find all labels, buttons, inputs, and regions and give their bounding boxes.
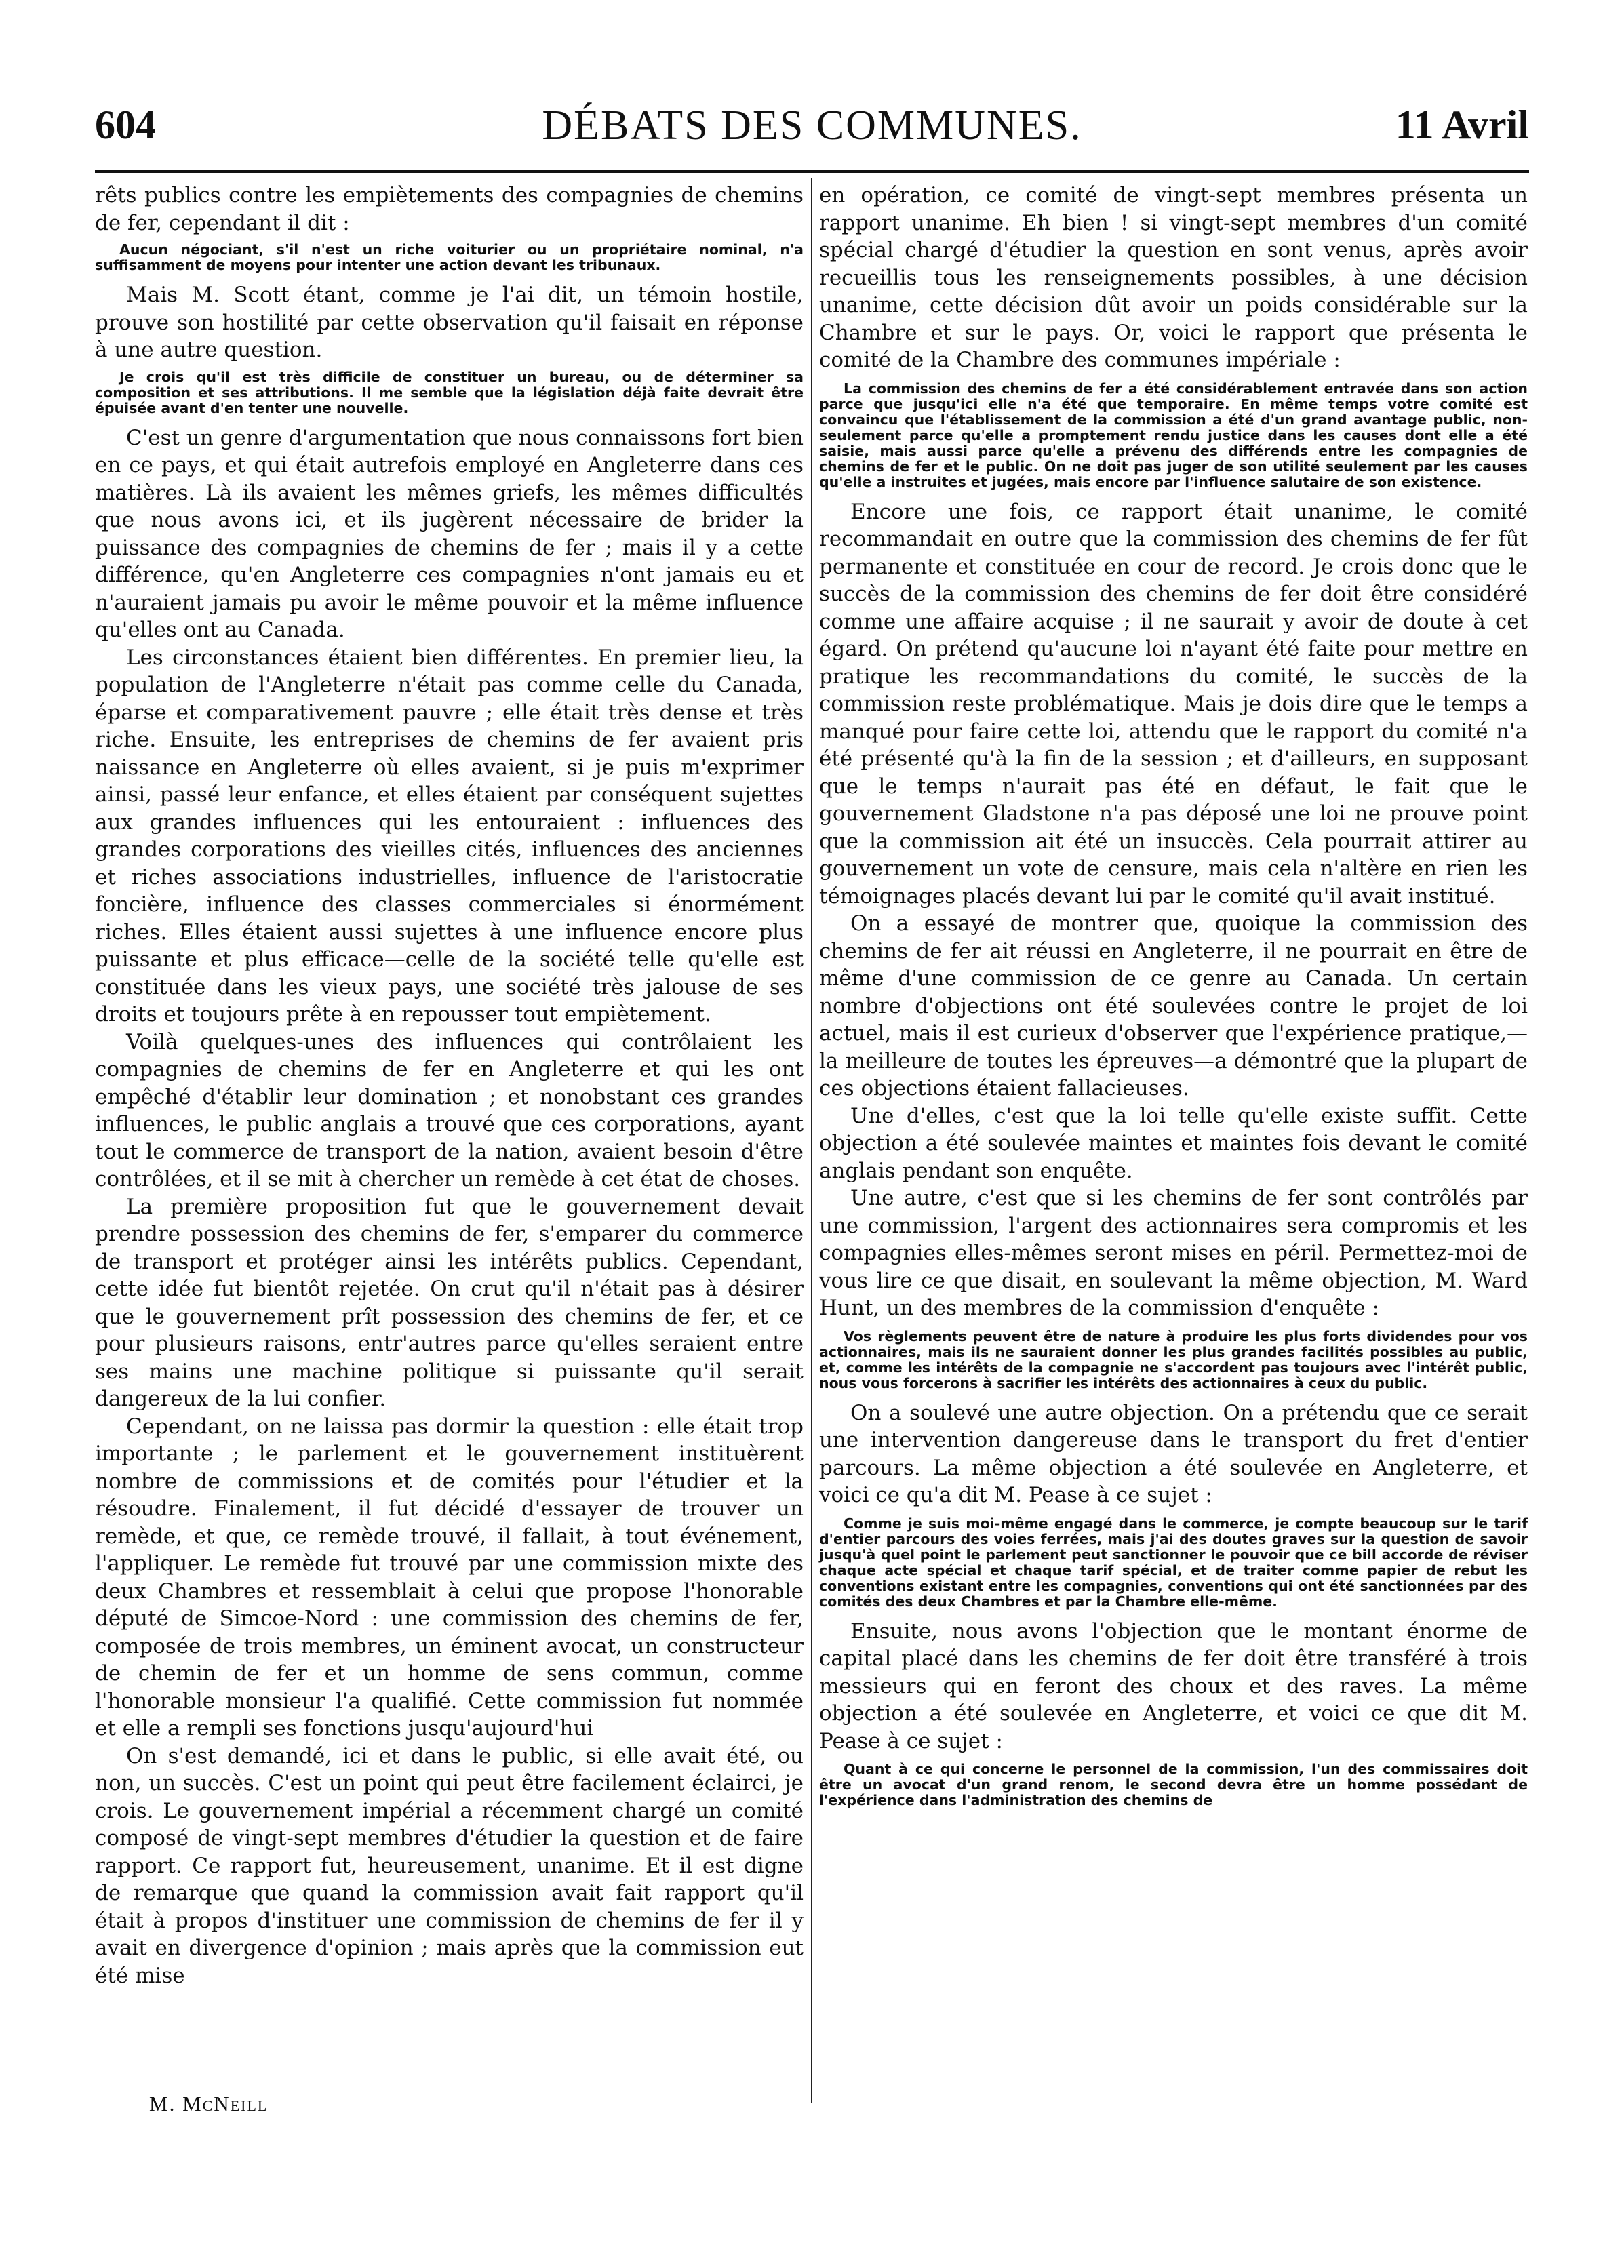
text-paragraph: On s'est demandé, ici et dans le public, si elle avait été, ou non, un succès. C'est un point qui peut être facilement éclairci, je crois. Le gouvernement impérial a récemment chargé un comité composé de vingt-sept membres d'étudier la question et de faire rapport. Ce rapport fut, heureusement, unanime. Et il est digne de remarque que quand la commission avait fait rapport qu'il était à propos d'instituer une commission de chemins de fer il y avait en divergence d'opinion ; mais après que la commission eut été mise (95, 1743, 804, 1988)
text-paragraph: en opération, ce comité de vingt-sept membres présenta un rapport unanime. Eh bien ! si vingt-sept membres d'un comité spécial chargé d'étudier la question en sont venus, après avoir recueillis tous les renseignements possibles, à une décision unanime, cette décision dût avoir un poids considérable sur la Chambre et sur le pays. Or, voici le rapport que présenta le comité de la Chambre des communes impériale : (819, 183, 1528, 372)
page-header (95, 102, 1529, 156)
quotation-paragraph: Comme je suis moi-même engagé dans le commerce, je compte beaucoup sur le tarif d'entier parcours des voies ferrées, mais j'ai des doutes graves sur la question de savoir jusqu'à quel point le parlement peut sanctionner le pouvoir que ce bill accorde de réviser chaque acte spécial et chaque tarif spécial, et de traiter comme papier de rebut les conventions existant entre les compagnies, conventions qui ont été sanctionnées par des comités des deux Chambres et par la Chambre elle-même. (819, 1515, 1528, 1610)
text-paragraph: C'est un genre d'argumentation que nous connaissons fort bien en ce pays, et qui était autrefois employé en Angleterre dans ces matières. Là ils avaient les mêmes griefs, les mêmes difficultés que nous avons ici, et ils jugèrent nécessaire de brider la puissance des compagnies de chemins de fer ; mais il y a cette différence, qu'en Angleterre ces compagnies n'ont jamais eu et n'auraient jamais pu avoir le même pouvoir et la même influence qu'elles ont au Canada. (95, 425, 804, 642)
page-date: 11 Avril (1395, 102, 1529, 147)
text-paragraph: La première proposition fut que le gouvernement devait prendre possession des chemins de fer, s'emparer du commerce de transport et protéger ainsi les intérêts publics. Cependant, cette idée fut bientôt rejetée. On crut qu'il n'était pas à désirer que le gouvernement prît possession des chemins de fer, et ce pour plusieurs raisons, entr'autres parce qu'elles seraient entre ses mains une machine politique si puissante qu'il serait dangereux de la lui confier. (95, 1194, 804, 1411)
quotation-paragraph: Vos règlements peuvent être de nature à produire les plus forts dividendes pour vos actionnaires, mais ils ne sauraient donner les plus grandes facilités possibles au public, et, comme les intérêts de la compagnie ne s'accordent pas toujours avec l'intérêt public, nous vous forcerons à sacrifier les intérêts des actionnaires à ceux du public. (819, 1328, 1528, 1391)
speaker-signature: M. McNeill (149, 2092, 269, 2115)
text-paragraph: Encore une fois, ce rapport était unanime, le comité recommandait en outre que la commission des chemins de fer fût permanente et constituée en cour de record. Je crois donc que le succès de la commission des chemins de fer doit être considéré comme une affaire acquise ; il ne saurait y avoir de doute à cet égard. On prétend qu'aucune loi n'ayant été faite pour mettre en pratique les recommandations du comité, le succès de la commission reste problématique. Mais je dois dire que le temps a manqué pour faire cette loi, attendu que le rapport du comité n'a été présenté qu'à la fin de la session ; et d'ailleurs, en supposant que le temps n'aurait pas été en défaut, le fait que le gouvernement Gladstone n'a pas déposé une loi ne prouve point que la commission ait été un insuccès. Cela pourrait attirer au gouvernement un vote de censure, mais cela n'altère en rien les témoignages placés devant lui par le comité qu'il avait institué. (819, 499, 1528, 909)
text-paragraph: On a essayé de montrer que, quoique la commission des chemins de fer ait réussi en Angleterre, il ne pourrait en être de même d'une commission de ce genre au Canada. Un certain nombre d'objections ont été soulevées contre le projet de loi actuel, mais il est curieux d'observer que l'expérience pratique,—la meilleure de toutes les épreuves—a démontré que la plupart de ces objections étaient fallacieuses. (819, 911, 1528, 1100)
header-rule (95, 170, 1529, 173)
left-column (95, 182, 804, 1989)
text-paragraph: rêts publics contre les empiètements des compagnies de chemins de fer, cependant il dit : (95, 183, 804, 235)
text-paragraph: On a soulevé une autre objection. On a prétendu que ce serait une intervention dangereuse dans le transport du fret d'entier parcours. La même objection a été soulevée en Angleterre, et voici ce qu'a dit M. Pease à ce sujet : (819, 1400, 1528, 1507)
text-paragraph: Cependant, on ne laissa pas dormir la question : elle était trop importante ; le parlement et le gouvernement instituèrent nombre de commissions et de comités pour l'étudier et la résoudre. Finalement, il fut décidé d'essayer de trouver un remède, et que, ce remède trouvé, il fallait, à tout événement, l'appliquer. Le remède fut trouvé par une commission mixte des deux Chambres et ressemblait à celui que propose l'honorable député de Simcoe-Nord : une commission des chemins de fer, composée de trois membres, un éminent avocat, un constructeur de chemin de fer et un homme de sens commun, comme l'honorable monsieur l'a qualifié. Cette commission fut nommée et elle a rempli ses fonctions jusqu'aujourd'hui (95, 1414, 804, 1740)
page-number: 604 (95, 102, 156, 147)
text-paragraph: Une d'elles, c'est que la loi telle qu'elle existe suffit. Cette objection a été soulevée maintes et maintes fois devant le comité anglais pendant son enquête. (819, 1103, 1528, 1183)
text-paragraph: Les circonstances étaient bien différentes. En premier lieu, la population de l'Angleterre n'était pas comme celle du Canada, éparse et comparativement pauvre ; elle était très dense et très riche. Ensuite, les entreprises de chemins de fer avaient pris naissance en Angleterre où elles avaient, si je puis m'exprimer ainsi, passé leur enfance, et elles étaient par conséquent sujettes aux grandes influences qui les entouraient : influences des grandes corporations des vieilles cités, influences des anciennes et riches associations industrielles, influence de l'aristocratie foncière, influence des classes commerciales si énormément riches. Elles étaient aussi sujettes à une influence encore plus puissante et plus efficace—celle de la société telle qu'elle est constituée dans les vieux pays, une société très jalouse de ses droits et toujours prête à en repousser tout empiètement. (95, 645, 804, 1027)
text-paragraph: Ensuite, nous avons l'objection que le montant énorme de capital placé dans les chemins de fer doit être transféré à trois messieurs qui en feront des choux et des raves. La même objection a été soulevée en Angleterre, et voici ce que dit M. Pease à ce sujet : (819, 1618, 1528, 1753)
text-paragraph: Voilà quelques-unes des influences qui contrôlaient les compagnies de chemins de fer en Angleterre et qui les ont empêché d'établir leur domination ; et nonobstant ces grandes influences, le public anglais a trouvé que ces corporations, ayant tout le commerce de transport de la nation, avaient besoin d'être contrôlées, et il se mit à chercher un remède à cet état de choses. (95, 1029, 804, 1191)
page-title: DÉBATS DES COMMUNES. (542, 102, 1082, 148)
text-paragraph: Une autre, c'est que si les chemins de fer sont contrôlés par une commission, l'argent des actionnaires sera compromis et les compagnies elles-mêmes seront mises en péril. Permettez-moi de vous lire ce que disait, en soulevant la même objection, M. Ward Hunt, un des membres de la commission d'enquête : (819, 1186, 1528, 1320)
quotation-paragraph: La commission des chemins de fer a été considérablement entravée dans son action parce que jusqu'ici elle n'a été que temporaire. En même temps votre comité est convaincu que l'établissement de la commission a été d'un grand avantage public, non-seulement parce qu'elle a promptement rendu justice dans les causes dont elle a été saisie, mais aussi parce qu'elle a prévenu des différends entre les compagnies de chemins de fer et le public. On ne doit pas juger de son utilité seulement par les causes qu'elle a instruites et jugées, mais encore par l'influence salutaire de son existence. (819, 380, 1528, 490)
quotation-paragraph: Quant à ce qui concerne le personnel de la commission, l'un des commissaires doit être un avocat d'un grand renom, le second devra être un homme possédant de l'expérience dans l'administration des chemins de (819, 1761, 1528, 1808)
quotation-paragraph: Je crois qu'il est très difficile de constituer un bureau, ou de déterminer sa composition et ses attributions. Il me semble que la législation déjà faite devrait être épuisée avant d'en tenter une nouvelle. (95, 368, 804, 416)
column-divider (811, 178, 812, 2103)
quotation-paragraph: Aucun négociant, s'il n'est un riche voiturier ou un propriétaire nominal, n'a suffisamment de moyens pour intenter une action devant les tribunaux. (95, 241, 804, 273)
text-paragraph: Mais M. Scott étant, comme je l'ai dit, un témoin hostile, prouve son hostilité par cette observation qu'il faisait en réponse à une autre question. (95, 283, 804, 362)
right-column (819, 182, 1528, 1816)
